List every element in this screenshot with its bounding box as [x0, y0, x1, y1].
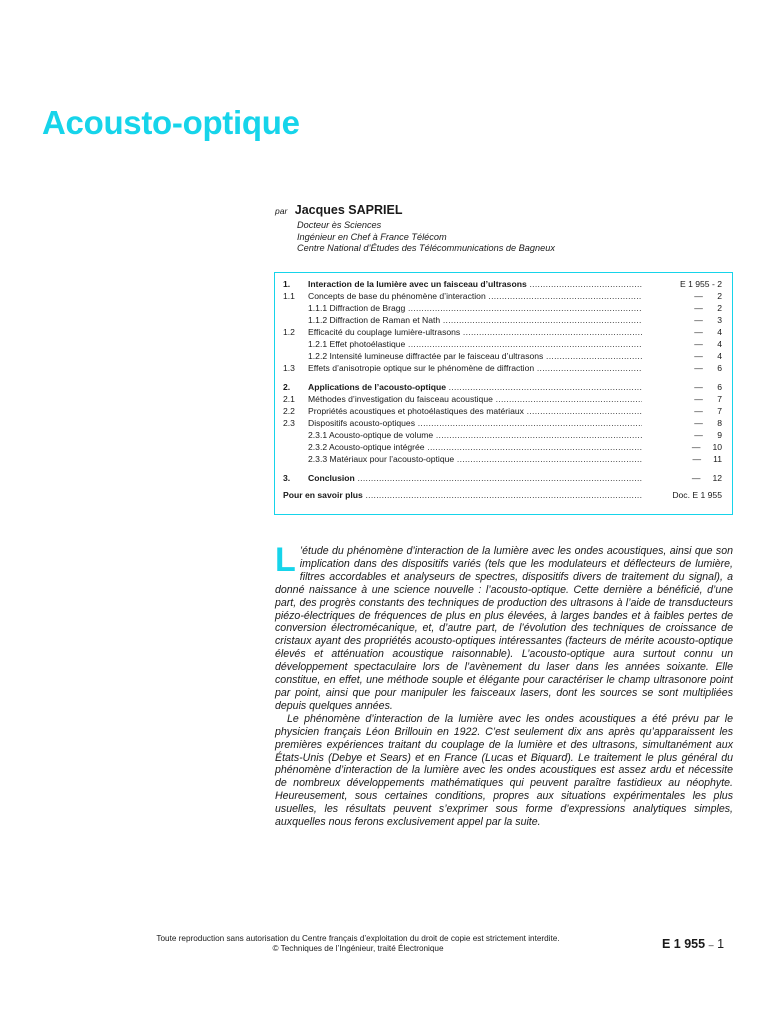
toc-label — [308, 393, 642, 405]
toc-entry — [283, 429, 722, 441]
toc-label — [308, 350, 642, 362]
toc-page: — 11 — [692, 454, 722, 464]
toc-label-text: Interaction de la lumière avec un faisceau d’ultrasons — [308, 279, 527, 289]
toc-label — [308, 326, 642, 338]
page-title: Acousto-optique — [42, 104, 300, 141]
toc-label-text: 1.1.1 Diffraction de Bragg — [308, 303, 406, 313]
toc-entry — [283, 472, 722, 484]
toc-label — [308, 441, 642, 453]
toc-page: — 4 — [694, 339, 722, 349]
toc-label — [308, 278, 642, 290]
toc-label-text: 2.3.2 Acousto-optique intégrée — [308, 442, 425, 452]
toc-number: 1.2 — [283, 327, 295, 337]
toc-page: — 4 — [694, 351, 722, 361]
toc-label-text: Dispositifs acousto-optiques — [308, 418, 415, 428]
drop-cap: L — [275, 541, 296, 579]
author-affiliations — [297, 220, 555, 255]
toc-number: 1.1 — [283, 291, 295, 301]
toc-page: — 6 — [694, 382, 722, 392]
toc-page: — 7 — [694, 394, 722, 404]
copyright-footer — [118, 934, 598, 954]
table-of-contents — [274, 272, 733, 515]
affiliation-line: Ingénieur en Chef à France Télécom — [297, 231, 447, 242]
toc-page: — 4 — [694, 327, 722, 337]
toc-label — [308, 362, 642, 374]
toc-label-text: 1.2.1 Effet photoélastique — [308, 339, 406, 349]
toc-label-text: Conclusion — [308, 473, 355, 483]
toc-entry — [283, 405, 722, 417]
toc-page: Doc. E 1 955 — [672, 490, 722, 500]
affiliation-line: Docteur ès Sciences — [297, 220, 382, 230]
toc-label — [308, 405, 642, 417]
toc-entry — [283, 489, 722, 501]
toc-label-text: Propriétés acoustiques et photoélastiques des matériaux — [308, 406, 524, 416]
toc-label — [308, 429, 642, 441]
toc-label-text: 1.1.2 Diffraction de Raman et Nath — [308, 315, 441, 325]
toc-page: — 2 — [694, 291, 722, 301]
toc-label-text: 2.3.3 Matériaux pour l’acousto-optique — [308, 454, 455, 464]
toc-number: 1. — [283, 279, 291, 289]
affiliation-line: Centre National d’Études des Télécommunications de Bagneux — [297, 243, 555, 253]
toc-label-text: 2.3.1 Acousto-optique de volume — [308, 430, 434, 440]
document-code: E 1 955 — [662, 937, 706, 951]
toc-entry — [283, 278, 722, 290]
copyright-line: © Techniques de l’Ingénieur, traité Électronique — [272, 944, 444, 953]
toc-entry — [283, 441, 722, 453]
toc-entry — [283, 290, 722, 302]
toc-label — [308, 453, 642, 465]
toc-number: 2.1 — [283, 394, 295, 404]
toc-number: 3. — [283, 473, 291, 483]
intro-paragraph-1-text: ’étude du phénomène d’interaction de la lumière avec les ondes acoustiques, ainsi que son implication dans des dispositifs variés (tels que les modulateurs et déflecteurs de lumière, filtres accordables et analyseurs de spectres, dispositifs divers de traitement du signal), a donné naissance à une science nouvelle : l’acousto-optique. Cette dernière a bénéficié, d’une part, des progrès constants des techniques de production des ultrasons à l’aide de transducteurs piézo-électriques de fréquences de plus en plus élevées, à larges bandes et à faibles pertes de conversion électromécanique, et, d’autre part, de l’évolution des techniques de croissance de cristaux ayant des propriétés acousto-optiques intéressantes (facteurs de mérite acousto-optique élevés et atténuation acoustique raisonnable). L’acousto-optique aura surtout connu un développement spectaculaire lors de l’avènement du laser dans les années soixante. Elle constitue, en effet, une méthode souple et élégante pour caractériser le champ ultrasonore point par point, ainsi que pour manipuler les faisceaux lasers, dont les sources se sont multipliées depuis quelques années. — [275, 545, 733, 712]
toc-page: — 3 — [694, 315, 722, 325]
byline — [275, 203, 402, 217]
introduction-text — [275, 541, 733, 829]
toc-page: — 10 — [691, 442, 722, 452]
toc-entry — [283, 326, 722, 338]
toc-label — [308, 314, 642, 326]
intro-paragraph — [275, 541, 733, 713]
toc-entry — [283, 362, 722, 374]
toc-label-text: 1.2.2 Intensité lumineuse diffractée par le faisceau d’ultrasons — [308, 351, 544, 361]
toc-label — [308, 290, 642, 302]
toc-entry — [283, 453, 722, 465]
toc-label-text: Méthodes d’investigation du faisceau acoustique — [308, 394, 493, 404]
toc-number: 1.3 — [283, 363, 295, 373]
toc-entry — [283, 302, 722, 314]
copyright-line: Toute reproduction sans autorisation du Centre français d’exploitation du droit de copie est strictement interdite. — [156, 934, 560, 943]
toc-number: 2. — [283, 382, 291, 392]
page-number: 1 — [717, 937, 725, 951]
toc-label — [308, 472, 642, 484]
toc-label — [308, 338, 642, 350]
toc-page: — 2 — [694, 303, 722, 313]
toc-label-text: Applications de l’acousto-optique — [308, 382, 446, 392]
toc-page: — 6 — [694, 363, 722, 373]
toc-label — [308, 417, 642, 429]
toc-page: E 1 955 - 2 — [679, 279, 722, 289]
toc-label — [308, 302, 642, 314]
toc-label-text: Effets d’anisotropie optique sur le phénomène de diffraction — [308, 363, 535, 373]
toc-page: — 9 — [694, 430, 722, 440]
toc-number: 2.2 — [283, 406, 295, 416]
toc-page: — 12 — [691, 473, 722, 483]
page-reference — [662, 937, 724, 951]
toc-entry — [283, 314, 722, 326]
toc-label — [308, 381, 642, 393]
page-separator: – — [708, 940, 714, 950]
toc-label-text: Efficacité du couplage lumière-ultrasons — [308, 327, 461, 337]
toc-number: 2.3 — [283, 418, 295, 428]
author-name: Jacques SAPRIEL — [294, 203, 403, 217]
intro-paragraph: Le phénomène d’interaction de la lumière avec les ondes acoustiques a été prévu par le physicien français Léon Brillouin en 1922. C’est seulement dix ans après qu’apparaissent les premières expériences traitant du couplage de la lumière et des ultrasons, simultanément aux États-Unis (Debye et Sears) et en France (Lucas et Biquard). Le traitement le plus général du phénomène d’interaction de la lumière avec les ondes acoustiques est assez ardu et nécessite de nombreux développements mathématiques qui peuvent paraître fastidieux au néophyte. Heureusement, sous certaines conditions, propres aux situations expérimentales les plus usuelles, les résultats peuvent s’exprimer sous forme d’expressions analytiques simples, auxquelles nous ferons exclusivement appel par la suite. — [275, 712, 733, 829]
toc-label-text: Pour en savoir plus — [283, 490, 363, 500]
byline-prefix: par — [275, 206, 288, 216]
toc-entry — [283, 393, 722, 405]
toc-entry — [283, 350, 722, 362]
toc-page: — 8 — [694, 418, 722, 428]
toc-entry — [283, 338, 722, 350]
toc-entry — [283, 417, 722, 429]
toc-label — [283, 489, 642, 501]
toc-page: — 7 — [694, 406, 722, 416]
toc-entry — [283, 381, 722, 393]
toc-label-text: Concepts de base du phénomène d’interaction — [308, 291, 486, 301]
